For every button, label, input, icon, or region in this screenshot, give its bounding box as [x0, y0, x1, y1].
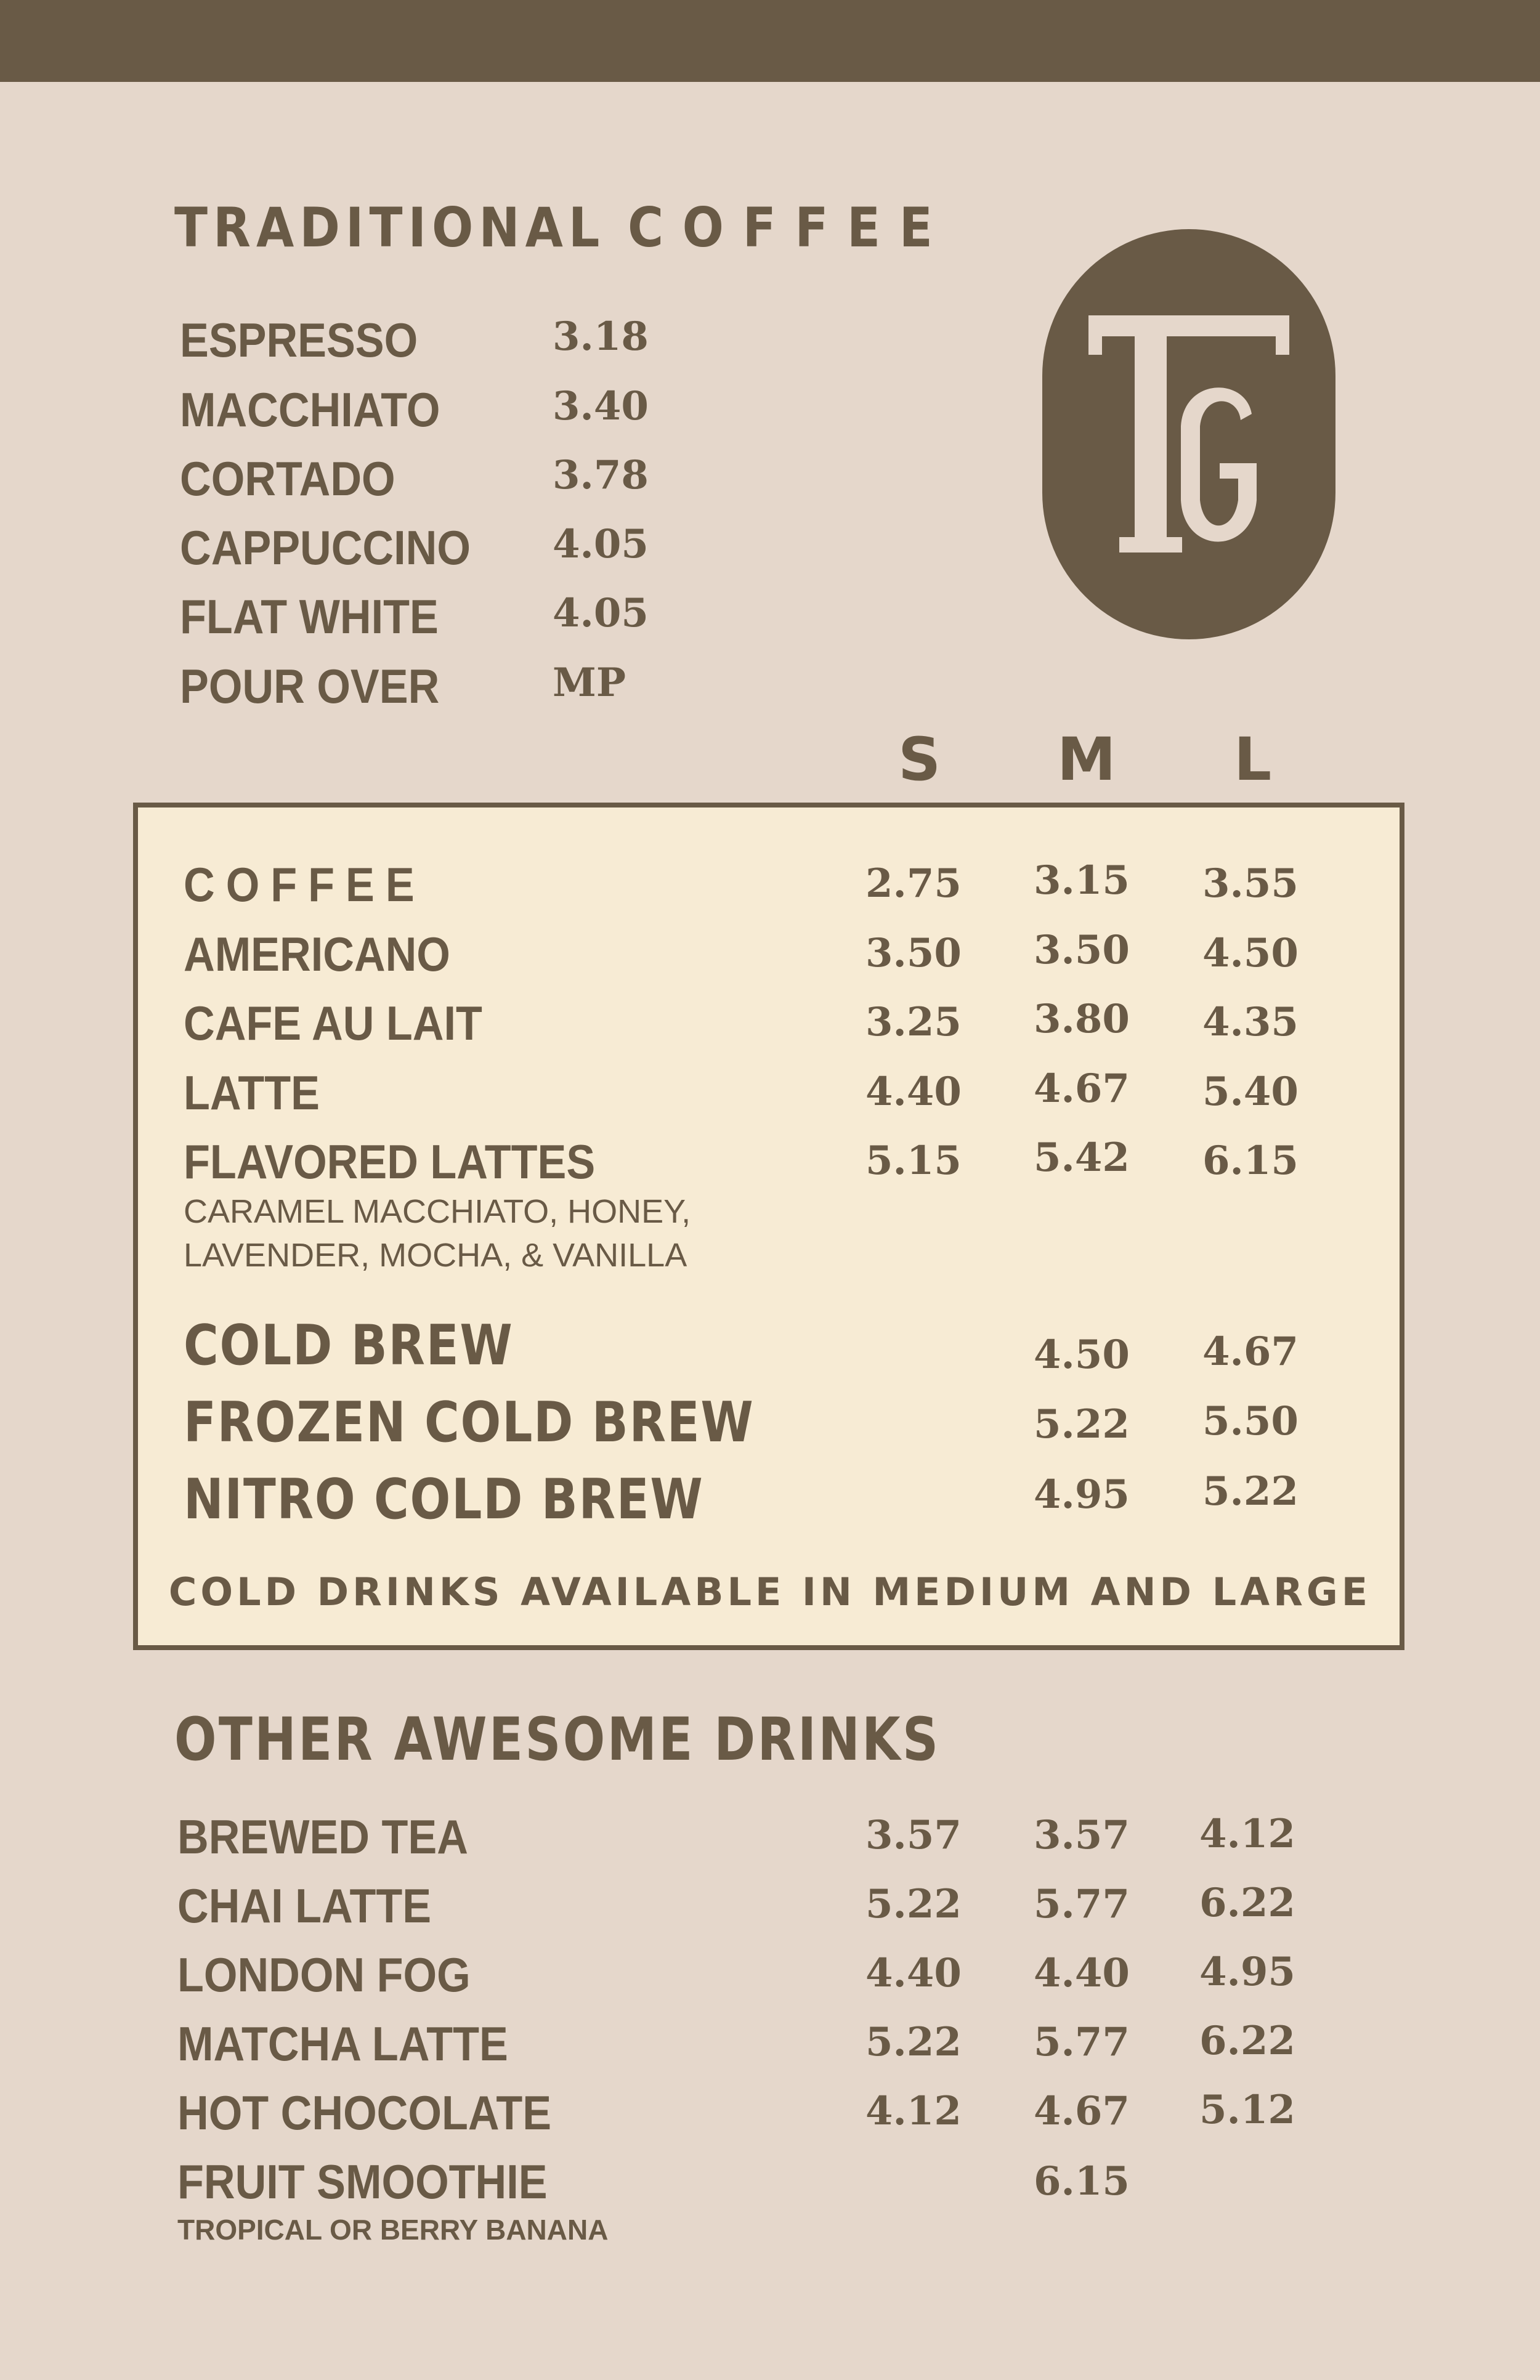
tg-logo — [1042, 229, 1335, 639]
menu-item-matcha-latte: MATCHA LATTE — [177, 2017, 508, 2071]
top-bar — [0, 0, 1540, 82]
price-flavored-lattes-s: 5.15 — [865, 1138, 962, 1184]
menu-item-brewed-tea: BREWED TEA — [177, 1810, 468, 1864]
price-coffee-s: 2.75 — [865, 860, 962, 907]
traditional-coffee-heading: TRADITIONAL COFFEE — [174, 196, 952, 259]
price-brewed-tea-l: 4.12 — [1199, 1811, 1295, 1857]
price-cafe-au-lait-l: 4.35 — [1202, 999, 1299, 1045]
cold-drinks-note: COLD DRINKS AVAILABLE IN MEDIUM AND LARGE — [168, 1569, 1372, 1614]
menu-item-pour-over: POUR OVER — [180, 659, 440, 713]
menu-item-cafe-au-lait: CAFE AU LAIT — [184, 996, 482, 1050]
price-cafe-au-lait-m: 3.80 — [1034, 996, 1130, 1042]
price-flavored-lattes-l: 6.15 — [1202, 1138, 1299, 1184]
price-hot-chocolate-l: 5.12 — [1199, 2087, 1295, 2133]
menu-item-nitro-cold-brew: NITRO COLD BREW — [184, 1467, 704, 1532]
size-small-label: S — [898, 725, 941, 794]
price-london-fog-l: 4.95 — [1199, 1949, 1295, 1995]
price-frozen-cold-brew-l: 5.50 — [1202, 1398, 1299, 1444]
menu-item-americano: AMERICANO — [184, 927, 450, 981]
price-brewed-tea-m: 3.57 — [1034, 1812, 1130, 1858]
size-large-label: L — [1234, 725, 1272, 794]
price-matcha-latte-l: 6.22 — [1199, 2018, 1295, 2064]
price-pour-over: MP — [553, 660, 626, 706]
price-latte-m: 4.67 — [1034, 1066, 1130, 1112]
price-chai-latte-l: 6.22 — [1199, 1880, 1295, 1926]
price-hot-chocolate-s: 4.12 — [865, 2088, 962, 2134]
menu-item-cortado: CORTADO — [180, 451, 395, 506]
menu-item-frozen-cold-brew: FROZEN COLD BREW — [184, 1390, 755, 1455]
price-coffee-l: 3.55 — [1202, 860, 1299, 907]
price-frozen-cold-brew-m: 5.22 — [1034, 1401, 1130, 1447]
price-chai-latte-m: 5.77 — [1034, 1881, 1130, 1927]
menu-item-london-fog: LONDON FOG — [177, 1948, 471, 2002]
price-nitro-cold-brew-m: 4.95 — [1034, 1471, 1130, 1518]
price-london-fog-m: 4.40 — [1034, 1950, 1130, 1996]
menu-item-macchiato: MACCHIATO — [180, 382, 440, 437]
flavors-description — [184, 1190, 691, 1278]
flavors-line-1: CARAMEL MACCHIATO, HONEY, — [184, 1193, 691, 1230]
menu-item-espresso: ESPRESSO — [180, 313, 418, 367]
price-americano-m: 3.50 — [1034, 927, 1130, 973]
price-americano-l: 4.50 — [1202, 930, 1299, 976]
price-matcha-latte-m: 5.77 — [1034, 2019, 1130, 2065]
price-coffee-m: 3.15 — [1034, 857, 1130, 904]
price-hot-chocolate-m: 4.67 — [1034, 2088, 1130, 2134]
price-london-fog-s: 4.40 — [865, 1950, 962, 1996]
price-americano-s: 3.50 — [865, 930, 962, 976]
other-drinks-heading: OTHER AWESOME DRINKS — [174, 1705, 941, 1774]
price-fruit-smoothie-m: 6.15 — [1034, 2158, 1130, 2204]
flavors-line-2: LAVENDER, MOCHA, & VANILLA — [184, 1237, 687, 1274]
price-latte-s: 4.40 — [865, 1069, 962, 1115]
price-cafe-au-lait-s: 3.25 — [865, 999, 962, 1045]
price-nitro-cold-brew-l: 5.22 — [1202, 1468, 1299, 1515]
menu-item-flat-white: FLAT WHITE — [180, 589, 439, 644]
price-cortado: 3.78 — [553, 452, 649, 498]
menu-item-hot-chocolate: HOT CHOCOLATE — [177, 2086, 552, 2140]
price-cold-brew-m: 4.50 — [1034, 1332, 1130, 1378]
menu-item-coffee: COFFEE — [184, 857, 426, 912]
menu-item-fruit-smoothie: FRUIT SMOOTHIE — [177, 2155, 548, 2209]
price-cold-brew-l: 4.67 — [1202, 1329, 1299, 1375]
price-espresso: 3.18 — [553, 314, 649, 360]
smoothie-note: TROPICAL OR BERRY BANANA — [177, 2214, 609, 2246]
price-chai-latte-s: 5.22 — [865, 1881, 962, 1927]
menu-item-cappuccino: CAPPUCCINO — [180, 520, 471, 575]
menu-item-latte: LATTE — [184, 1066, 320, 1120]
menu-item-cold-brew: COLD BREW — [184, 1313, 514, 1378]
size-medium-label: M — [1057, 725, 1116, 794]
menu-item-chai-latte: CHAI LATTE — [177, 1879, 432, 1933]
menu-item-flavored-lattes: FLAVORED LATTES — [184, 1135, 596, 1189]
price-flavored-lattes-m: 5.42 — [1034, 1135, 1130, 1181]
price-cappuccino: 4.05 — [553, 521, 649, 567]
price-macchiato: 3.40 — [553, 383, 649, 429]
price-matcha-latte-s: 5.22 — [865, 2019, 962, 2065]
price-latte-l: 5.40 — [1202, 1069, 1299, 1115]
price-brewed-tea-s: 3.57 — [865, 1812, 962, 1858]
price-flat-white: 4.05 — [553, 590, 649, 636]
